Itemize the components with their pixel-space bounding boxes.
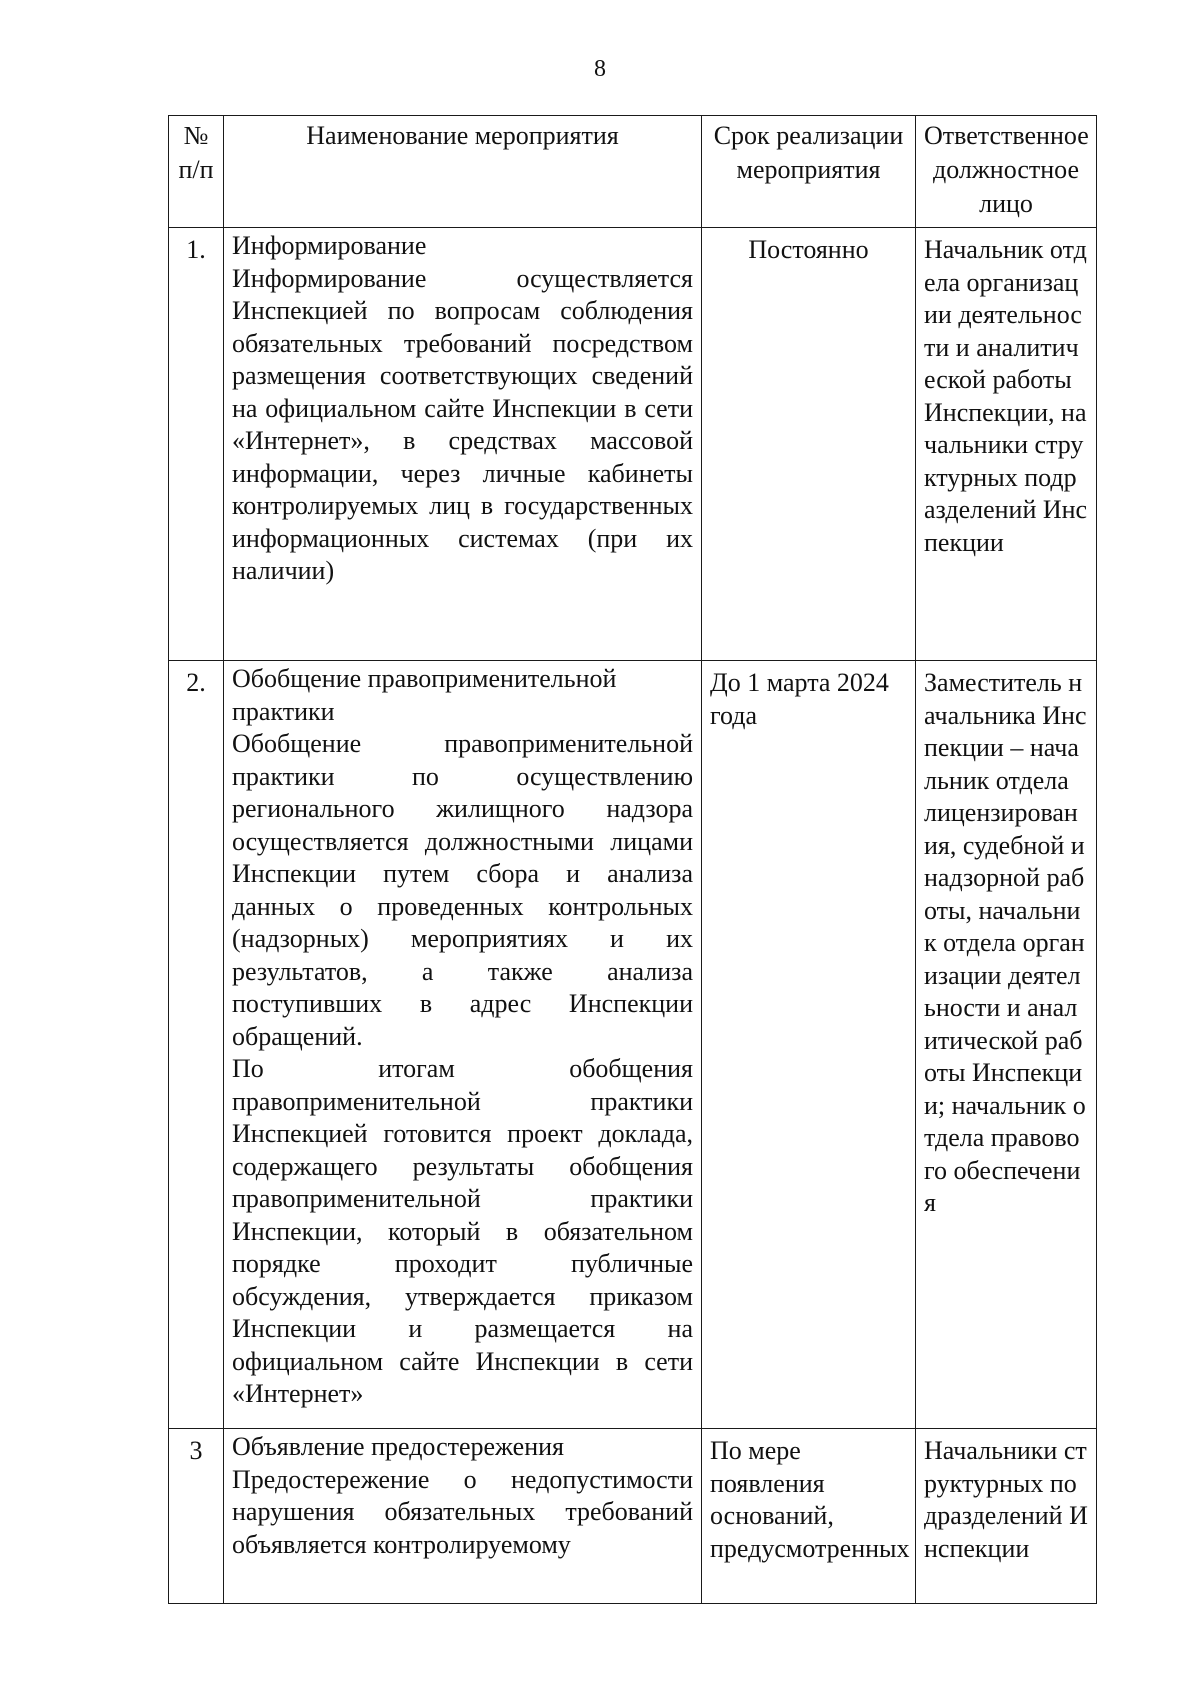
event-description: Информирование осуществляется Инспекцией по вопросам соблюдения обязательных требований посредством размещения соответствующих сведений на официальном сайте Инспекции в сети «Интернет», в средствах массовой информации, через личные кабинеты контролируемых лиц в государственных информационных системах (при их наличии) [232,263,693,585]
table-row [169,1429,1097,1604]
event-title: Информирование [232,231,427,260]
header-responsible: Ответственное должностное лицо [916,116,1097,228]
row-number: 2. [169,661,224,1429]
event-description: Предостережение о недопустимости нарушения обязательных требований объявляется контролируемому [232,1464,693,1559]
event-title: Обобщение правоприменительной практики [232,664,617,726]
table-row [169,661,1097,1429]
event-description-continued: По итогам обобщения правоприменительной практики Инспекцией готовится проект доклада, содержащего результаты обобщения правоприменительной практики Инспекции, который в обязательном порядке проходит публичные обсуждения, утверждается приказом Инспекции и размещается на официальном сайте Инспекции в сети «Интернет» [232,1054,693,1408]
event-responsible: Начальники структурных подразделений Инспекции [916,1429,1097,1604]
event-cell [224,1429,702,1604]
row-number: 3 [169,1429,224,1604]
event-responsible: Начальник отдела организации деятельности и аналитической работы Инспекции, начальники структурных подразделений Инспекции [916,228,1097,661]
event-title: Объявление предостережения [232,1432,564,1461]
event-description: Обобщение правоприменительной практики по осуществлению регионального жилищного надзора осуществляется должностными лицами Инспекции путем сбора и анализа данных о проведенных контрольных (надзорных) мероприятиях и их результатов, а также анализа поступивших в адрес Инспекции обращений. [232,729,693,1051]
event-cell [224,228,702,661]
row-number: 1. [169,228,224,661]
header-term: Срок реализации мероприятия [702,116,916,228]
table-header [169,116,1097,228]
header-row [169,116,1097,228]
event-responsible: Заместитель начальника Инспекции – начальник отдела лицензирования, судебной и надзорной работы, начальник отдела организации деятельности и аналитической работы Инспекции; начальник отдела правового обеспечения [916,661,1097,1429]
event-term: По мере появления оснований, предусмотренных [702,1429,916,1604]
header-num: № п/п [169,116,224,228]
table-body [169,228,1097,1604]
event-term: До 1 марта 2024 года [702,661,916,1429]
header-name: Наименование мероприятия [224,116,702,228]
event-term: Постоянно [702,228,916,661]
page-number: 8 [594,56,606,82]
events-table [168,115,1097,1604]
table-row [169,228,1097,661]
events-table-container [168,115,1096,1604]
event-cell [224,661,702,1429]
